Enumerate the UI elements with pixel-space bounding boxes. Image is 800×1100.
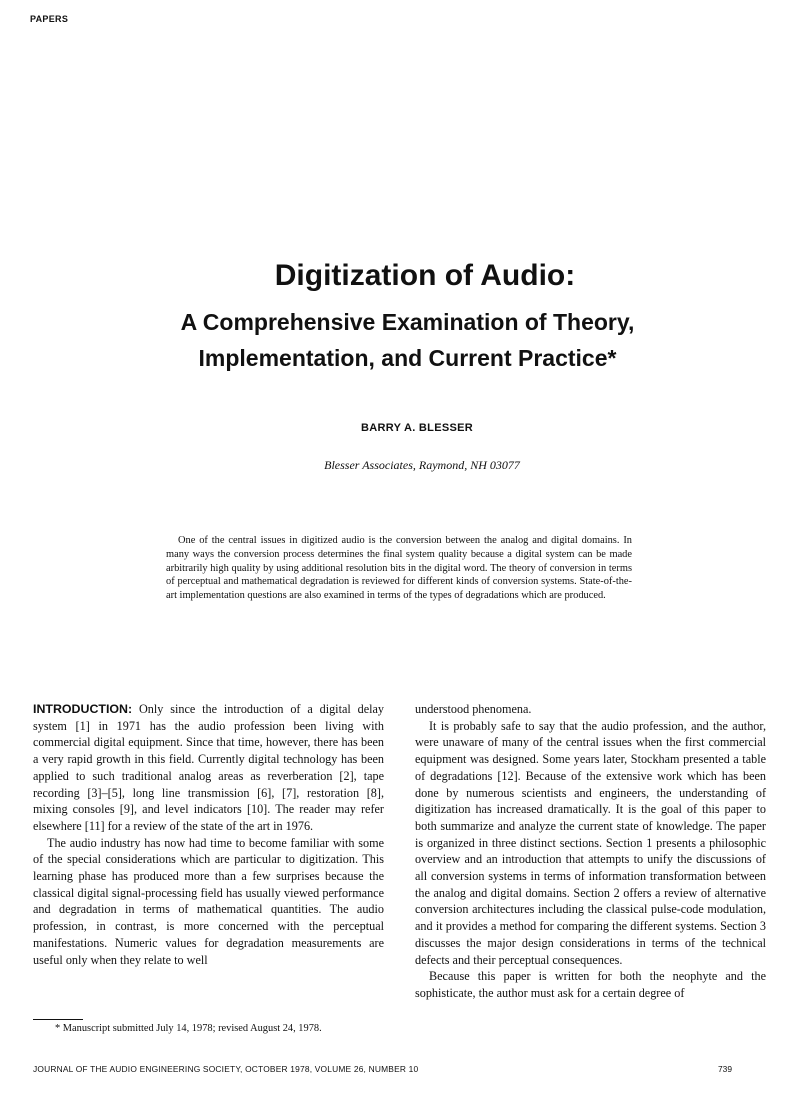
body-column-left bbox=[33, 701, 384, 968]
paragraph: It is probably safe to say that the audio profession, and the author, were unaware of many of the central issues when the first commercial equipment was designed. Some years later, Stockham presented a table of degradations [12]. Because of the extensive work which has been done by numerous scientists and engineers, the understanding of digitization has increased dramatically. It is the goal of this paper to both summarize and analyze the current state of knowledge. The paper is organized in three distinct sections. Section 1 presents a philosophic overview and an introduction that attempts to unify the discussions of all conversion systems in terms of information transformation between the analog and digital domains. Section 2 offers a review of alternative conversion architectures including the classical pulse-code modulation, and it provides a method for comparing the different systems. Section 3 discusses the major design considerations in terms of the technical defects and their perceptual consequences. bbox=[415, 718, 766, 967]
footnote-rule bbox=[33, 1019, 83, 1020]
body-column-right bbox=[415, 701, 766, 1002]
subtitle-line-2: Implementation, and Current Practice* bbox=[198, 345, 617, 371]
article-subtitle bbox=[0, 304, 800, 376]
section-tag: PAPERS bbox=[30, 14, 69, 24]
author-affiliation: Blesser Associates, Raymond, NH 03077 bbox=[324, 458, 520, 472]
paragraph: understood phenomena. bbox=[415, 702, 532, 716]
journal-footer: JOURNAL OF THE AUDIO ENGINEERING SOCIETY, OCTOBER 1978, VOLUME 26, NUMBER 10 bbox=[33, 1064, 419, 1074]
intro-heading: INTRODUCTION: bbox=[33, 702, 133, 716]
article-title: Digitization of Audio: bbox=[274, 259, 576, 292]
paragraph: Because this paper is written for both the neophyte and the sophisticate, the author must ask for a certain degree of bbox=[415, 969, 766, 1000]
intro-text: Only since the introduction of a digital delay system [1] in 1971 has the audio profession been living with commercial digital equipment. Since that time, however, there has been a very rapid growth in this field. Currently digital technology has been applied to such traditional analog areas as reverberation [2], tape recording [3]–[5], long line transmission [6], [7], restoration [8], mixing consoles [9], and level indicators [10]. The reader may refer elsewhere [11] for a review of the state of the art in 1976. bbox=[33, 702, 385, 833]
author-name: BARRY A. BLESSER bbox=[361, 422, 473, 434]
subtitle-line-1: A Comprehensive Examination of Theory, bbox=[180, 309, 635, 335]
abstract: One of the central issues in digitized audio is the conversion between the analog and digital domains. In many ways the conversion process determines the final system quality because a digital system can be made arbitrarily high quality by using additional resolution bits in the digital word. The theory of conversion in terms of perceptual and mathematical degradation is reviewed for different kinds of conversion systems. State-of-the-art implementation questions are also examined in terms of the types of degradations which are produced. bbox=[166, 535, 632, 602]
footnote: * Manuscript submitted July 14, 1978; revised August 24, 1978. bbox=[55, 1023, 322, 1034]
intro-paragraph bbox=[33, 701, 384, 835]
page-number: 739 bbox=[718, 1064, 732, 1074]
paragraph: The audio industry has now had time to become familiar with some of the special considerations which are particular to digitization. This learning phase has produced more than a few surprises because the classical digital signal-processing field has usually viewed performance and degradation in terms of mathematical quantities. The audio profession, in contrast, is more concerned with the perceptual manifestations. Numeric values for degradation measurements are useful only when they relate to well bbox=[33, 835, 384, 967]
